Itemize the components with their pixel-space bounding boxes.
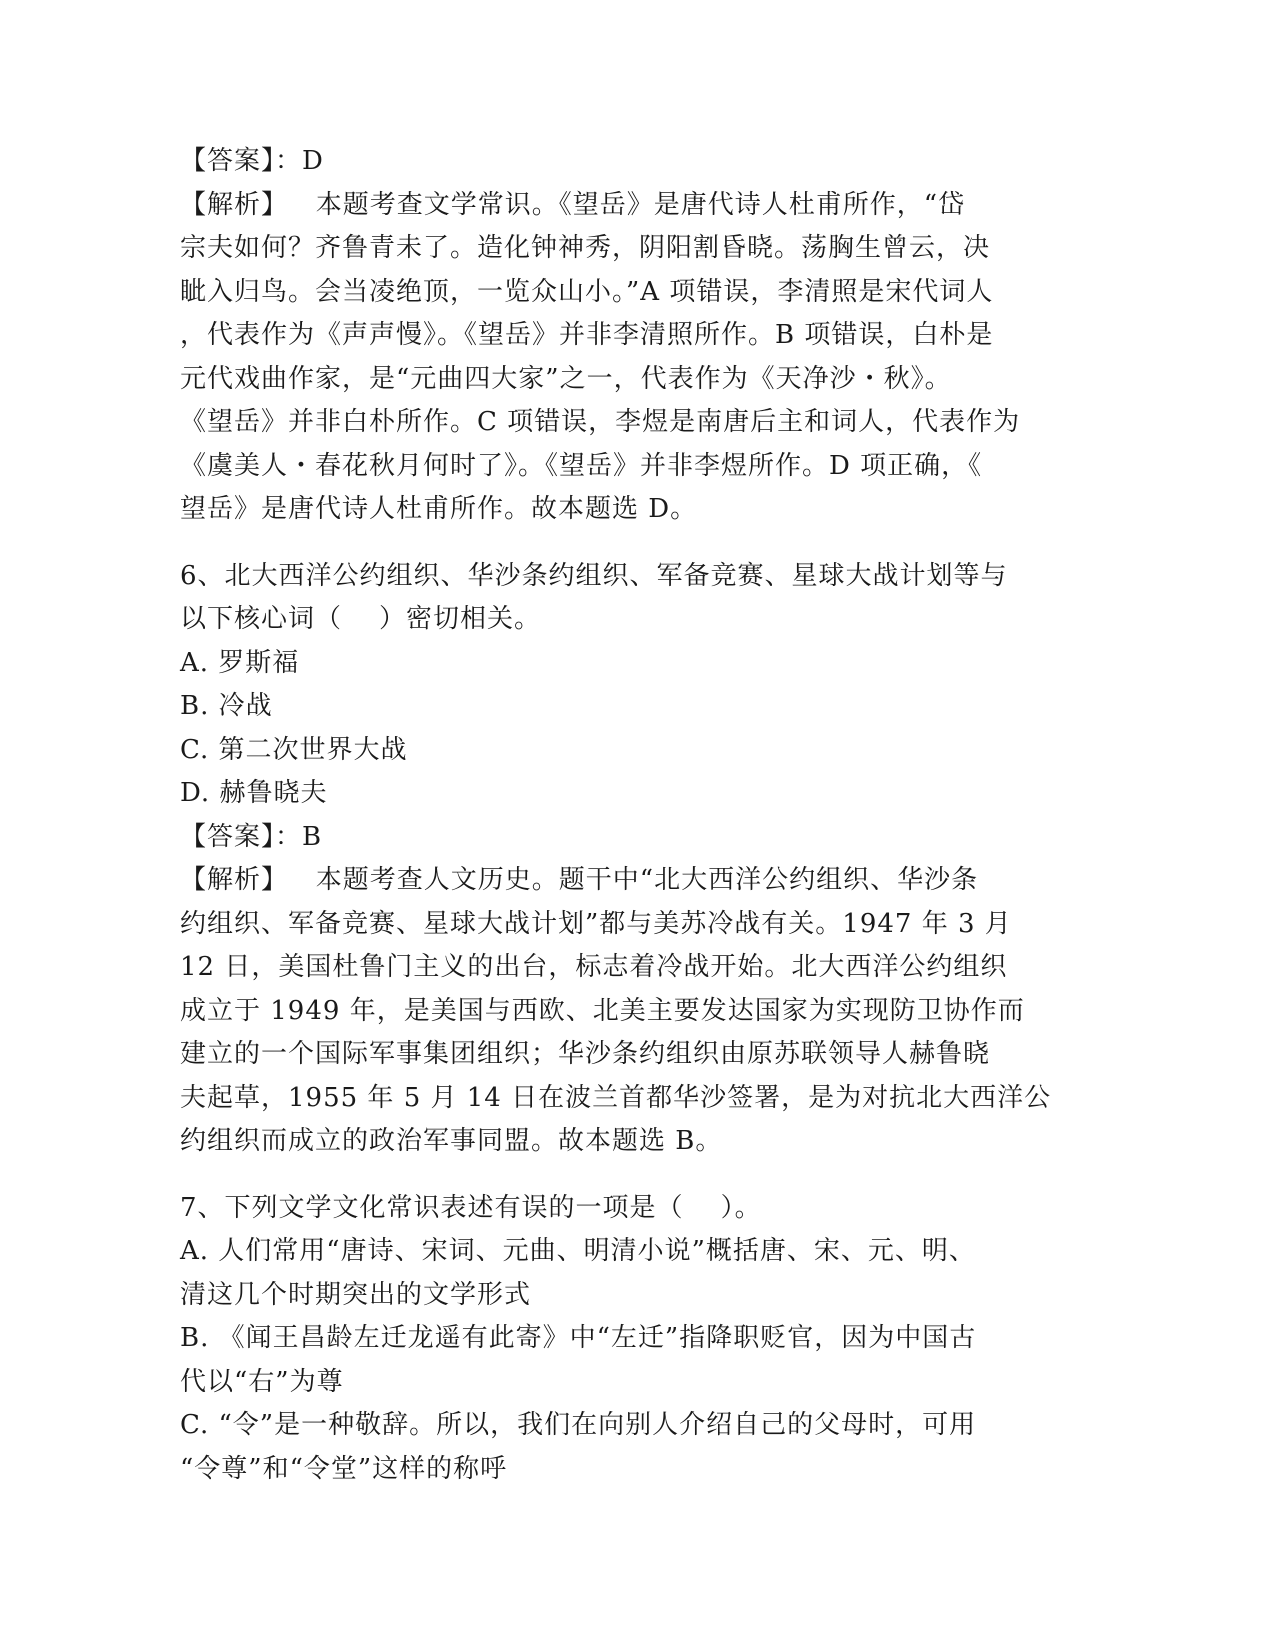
q5-analysis-line: 望岳》是唐代诗人杜甫所作。故本题选 D。: [180, 494, 698, 524]
spacer: [180, 1164, 1090, 1187]
q5-analysis-line: 《望岳》并非白朴所作。C 项错误，李煜是南唐后主和词人，代表作为: [180, 407, 1021, 437]
q7-option-b: B. 《闻王昌龄左迁龙遥有此寄》中“左迁”指降职贬官，因为中国古: [180, 1323, 977, 1353]
q6-option-a: A. 罗斯福: [180, 647, 300, 678]
q6-analysis-line: 成立于 1949 年，是美国与西欧、北美主要发达国家为实现防卫协作而: [180, 995, 1025, 1026]
q6-analysis-line: 夫起草，1955 年 5 月 14 日在波兰首都华沙签署，是为对抗北大西洋公: [180, 1082, 1052, 1113]
q6-option-c: C. 第二次世界大战: [180, 734, 408, 765]
q7-option-a-cont: 清这几个时期突出的文学形式: [180, 1279, 532, 1310]
q5-analysis-line: 《虞美人・春花秋月何时了》。《望岳》并非李煜所作。D 项正确，《: [180, 450, 983, 481]
q5-answer: 【答案】：D: [180, 146, 324, 176]
q7-option-c-cont: “令尊”和“令堂”这样的称呼: [180, 1453, 508, 1484]
q6-option-b: B. 冷战: [180, 691, 273, 721]
q6-analysis-line: 约组织、军备竞赛、星球大战计划”都与美苏冷战有关。1947 年 3 月: [180, 908, 1012, 939]
q7-stem-line: 7、下列文学文化常识表述有误的一项是（ ）。: [180, 1192, 762, 1223]
q6-stem-line: 6、北大西洋公约组织、华沙条约组织、军备竞赛、星球大战计划等与: [180, 560, 1008, 591]
q6-analysis-line: 【解析】 本题考查人文历史。题干中“北大西洋公约组织、华沙条: [180, 865, 979, 895]
q5-analysis-line: 宗夫如何？齐鲁青未了。造化钟神秀，阴阳割昏晓。荡胸生曾云，决: [180, 233, 991, 263]
q5-block: [180, 140, 1090, 532]
q6-analysis-line: 约组织而成立的政治军事同盟。故本题选 B。: [180, 1126, 723, 1156]
q7-block: [180, 1187, 1090, 1492]
q5-analysis-line: ，代表作为《声声慢》。《望岳》并非李清照所作。B 项错误，白朴是: [180, 320, 994, 350]
q6-stem-line: 以下核心词（ ）密切相关。: [180, 604, 542, 634]
q7-option-a: A. 人们常用“唐诗、宋词、元曲、明清小说”概括唐、宋、元、明、: [180, 1236, 976, 1266]
document-page: [180, 140, 1090, 1491]
q6-option-d: D. 赫鲁晓夫: [180, 778, 328, 808]
q5-analysis-line: 元代戏曲作家，是“元曲四大家”之一，代表作为《天净沙・秋》。: [180, 363, 952, 394]
q5-analysis-line: 眦入归鸟。会当凌绝顶，一览众山小。”A 项错误，李清照是宋代词人: [180, 276, 994, 307]
spacer: [180, 532, 1090, 555]
q7-option-c: C. “令”是一种敬辞。所以，我们在向别人介绍自己的父母时，可用: [180, 1410, 977, 1440]
q6-analysis-line: 12 日，美国杜鲁门主义的出台，标志着冷战开始。北大西洋公约组织: [180, 952, 1008, 982]
q6-answer: 【答案】：B: [180, 821, 323, 852]
q5-analysis-line: 【解析】 本题考查文学常识。《望岳》是唐代诗人杜甫所作，“岱: [180, 189, 966, 220]
q6-analysis-line: 建立的一个国际军事集团组织；华沙条约组织由原苏联领导人赫鲁晓: [180, 1039, 991, 1069]
q7-option-b-cont: 代以“右”为尊: [180, 1366, 344, 1397]
q6-block: [180, 555, 1090, 1164]
